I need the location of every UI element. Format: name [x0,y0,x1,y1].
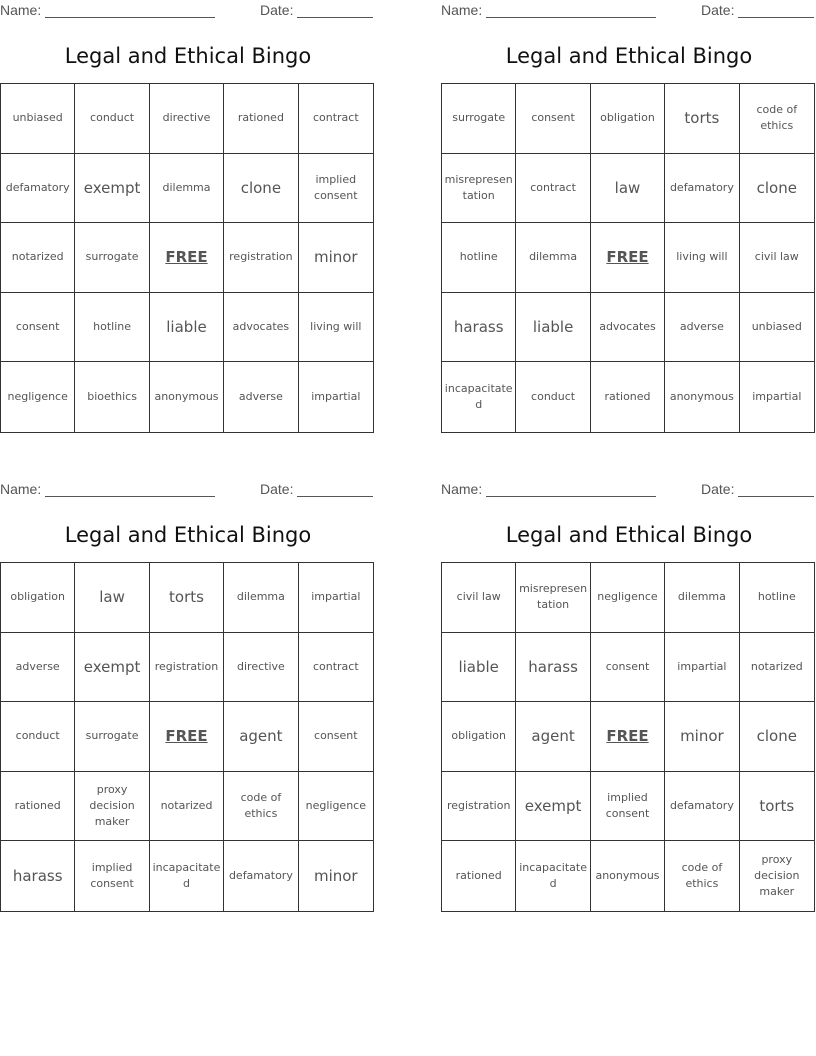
bingo-cell: clone [740,702,814,772]
bingo-cell: contract [516,154,590,224]
bingo-cell: contract [299,633,373,703]
bingo-cell: liable [442,633,516,703]
bingo-cell: anonymous [665,362,739,432]
bingo-cell: anonymous [150,362,224,432]
bingo-cell: torts [740,772,814,842]
card-title: Legal and Ethical Bingo [505,44,753,68]
free-space: FREE [591,223,665,293]
bingo-cell: civil law [740,223,814,293]
bingo-cell: proxy decision maker [75,772,149,842]
bingo-cell: contract [299,84,373,154]
bingo-cell: adverse [665,293,739,363]
bingo-cell: liable [516,293,590,363]
bingo-cell: clone [740,154,814,224]
bingo-cell: advocates [224,293,298,363]
date-label: Date: [260,481,294,497]
date-blank [297,482,373,497]
name-label: Name: [0,481,42,497]
bingo-cell: negligence [591,563,665,633]
bingo-grid [441,83,815,433]
bingo-cell: notarized [1,223,75,293]
bingo-cell: obligation [442,702,516,772]
date-label: Date: [701,2,735,18]
date-blank [738,482,814,497]
card-title: Legal and Ethical Bingo [505,523,753,547]
free-space: FREE [150,702,224,772]
bingo-grid [441,562,815,912]
bingo-cell: negligence [299,772,373,842]
bingo-cell: dilemma [224,563,298,633]
bingo-cell: conduct [516,362,590,432]
bingo-cell: directive [150,84,224,154]
date-label: Date: [701,481,735,497]
free-space: FREE [591,702,665,772]
bingo-cell: registration [224,223,298,293]
name-label: Name: [441,2,483,18]
name-line [0,2,215,20]
card-title: Legal and Ethical Bingo [64,523,312,547]
name-line [0,481,215,499]
bingo-cell: consent [516,84,590,154]
date-line [701,2,814,20]
bingo-cell: minor [665,702,739,772]
bingo-cell: torts [150,563,224,633]
bingo-cell: minor [313,867,358,886]
bingo-cell: hotline [740,563,814,633]
bingo-cell: notarized [740,633,814,703]
name-blank [45,482,215,497]
bingo-cell: dilemma [665,563,739,633]
bingo-card-2 [441,0,816,436]
free-space: FREE [150,223,224,293]
bingo-cell: harass [442,293,516,363]
bingo-cell: registration [442,772,516,842]
bingo-cell: notarized [150,772,224,842]
bingo-cell: registration [150,633,224,703]
bingo-cell: implied consent [75,841,149,911]
bingo-cell: advocates [591,293,665,363]
bingo-cell: code of ethics [665,841,739,911]
bingo-cell: harass [1,841,75,911]
bingo-cell: consent [1,293,75,363]
bingo-cell: hotline [442,223,516,293]
bingo-cell: incapacitated [442,362,516,432]
bingo-cell: unbiased [740,293,814,363]
bingo-cell: impartial [752,390,802,404]
bingo-cell: negligence [1,362,75,432]
card-title: Legal and Ethical Bingo [64,44,312,68]
bingo-cell: torts [665,84,739,154]
bingo-cell: impartial [665,633,739,703]
bingo-cell: defamatory [665,154,739,224]
bingo-cell: exempt [75,154,149,224]
bingo-grid [0,562,374,912]
date-line [701,481,814,499]
name-blank [486,482,656,497]
bingo-cell: surrogate [442,84,516,154]
bingo-card-1 [0,0,376,436]
bingo-cell: implied consent [591,772,665,842]
bingo-cell: consent [591,633,665,703]
bingo-cell: living will [299,293,373,363]
name-line [441,481,656,499]
bingo-cell: code of ethics [224,772,298,842]
bingo-cell: dilemma [150,154,224,224]
bingo-cell: impartial [311,390,361,404]
bingo-cell: agent [516,702,590,772]
bingo-cell: defamatory [1,154,75,224]
bingo-cell: defamatory [665,772,739,842]
bingo-cell: surrogate [75,702,149,772]
bingo-cell: impartial [299,563,373,633]
bingo-cell: incapacitated [150,841,224,911]
bingo-cell: minor [299,223,373,293]
bingo-cell: hotline [75,293,149,363]
bingo-cell: consent [299,702,373,772]
bingo-cell: anonymous [591,841,665,911]
date-label: Date: [260,2,294,18]
bingo-cell: conduct [75,84,149,154]
bingo-cell: obligation [591,84,665,154]
bingo-cell: law [591,154,665,224]
bingo-cell: rationed [591,362,665,432]
bingo-cell: surrogate [75,223,149,293]
bingo-cell: misrepresentation [442,154,516,224]
name-line [441,2,656,20]
bingo-cell: clone [224,154,298,224]
name-label: Name: [0,2,42,18]
name-blank [45,3,215,18]
bingo-cell: misrepresentation [516,563,590,633]
bingo-cell: adverse [1,633,75,703]
bingo-cell: conduct [1,702,75,772]
bingo-cell: rationed [224,84,298,154]
date-line [260,481,373,499]
date-blank [297,3,373,18]
bingo-cell: obligation [1,563,75,633]
bingo-cell: rationed [1,772,75,842]
bingo-cell: harass [516,633,590,703]
bingo-cell: proxy decision maker [754,853,800,899]
bingo-cell: directive [224,633,298,703]
bingo-cell: rationed [442,841,516,911]
name-blank [486,3,656,18]
bingo-cell: defamatory [224,841,298,911]
date-line [260,2,373,20]
bingo-cell: civil law [442,563,516,633]
bingo-cell: law [75,563,149,633]
bingo-cell: liable [150,293,224,363]
bingo-cell: dilemma [516,223,590,293]
bingo-card-4 [441,479,816,915]
bingo-cell: code of ethics [740,84,814,154]
bingo-cell: agent [224,702,298,772]
name-label: Name: [441,481,483,497]
bingo-grid [0,83,374,433]
date-blank [738,3,814,18]
bingo-cell: living will [665,223,739,293]
bingo-cell: bioethics [75,362,149,432]
bingo-cell: incapacitated [516,841,590,911]
bingo-cell: unbiased [1,84,75,154]
bingo-cell: adverse [224,362,298,432]
bingo-cell: exempt [516,772,590,842]
bingo-cell: exempt [75,633,149,703]
bingo-cell: implied consent [299,154,373,224]
bingo-card-3 [0,479,376,915]
